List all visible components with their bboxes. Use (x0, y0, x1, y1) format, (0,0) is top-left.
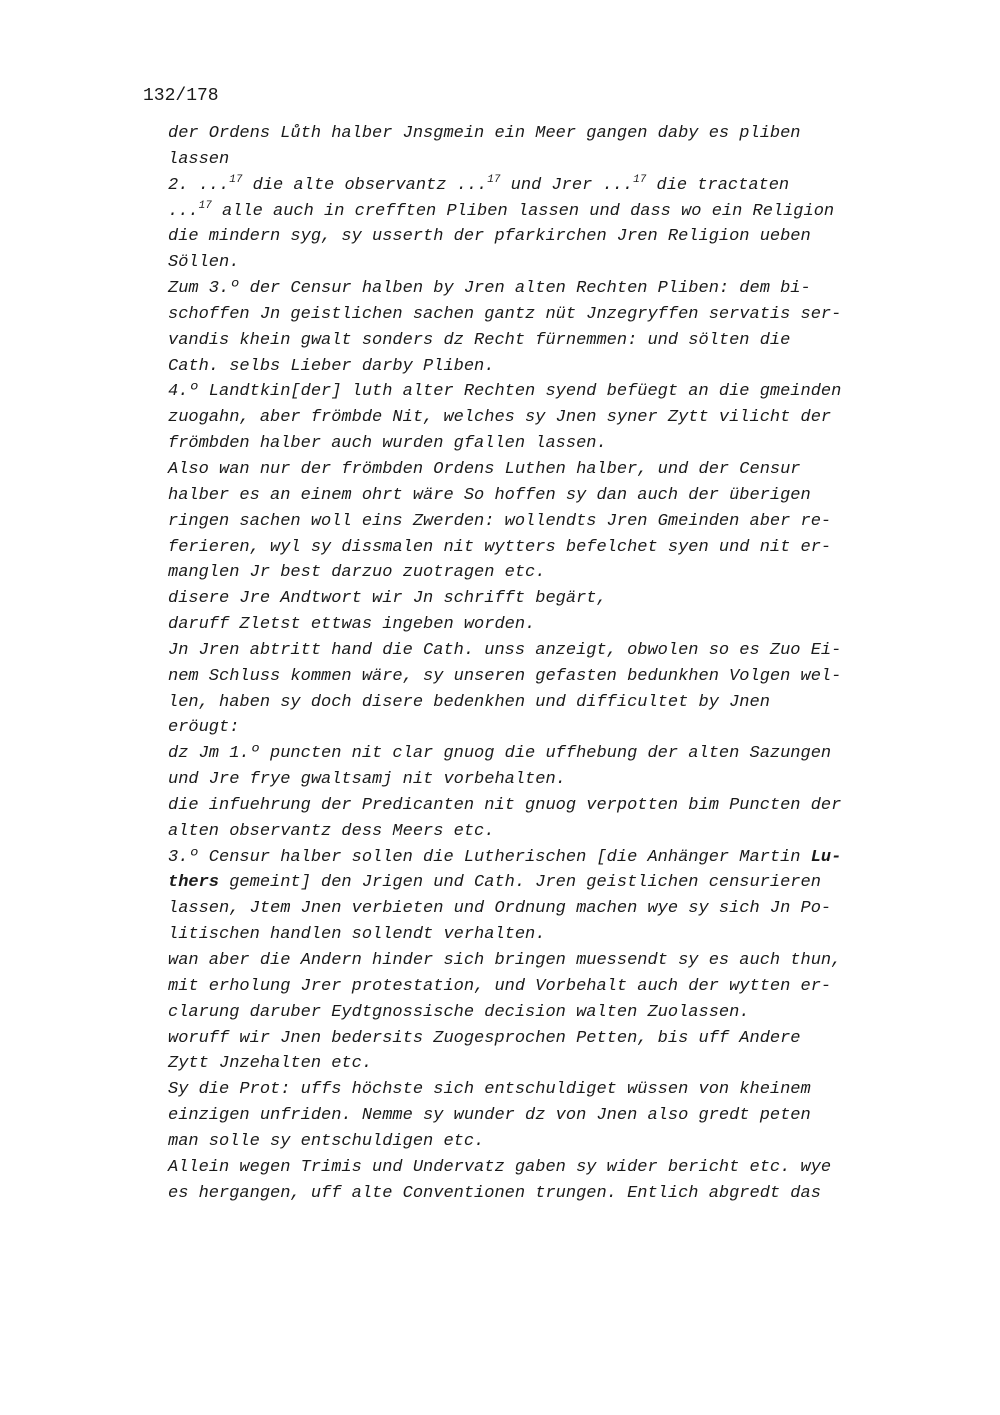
text-segment: die alte observantz ... (242, 175, 488, 195)
text-line (168, 509, 928, 535)
text-segment: die mindern syg, sy usserth der pfarkirchen Jren Religion ueben (168, 227, 811, 247)
text-line (168, 1181, 928, 1207)
text-line (168, 1051, 928, 1077)
text-line (168, 405, 928, 431)
text-segment: Jn Jren abtritt hand die Cath. unss anzeigt, obwolen so es Zuo Ei- (168, 640, 842, 660)
footnote-ref: 17 (229, 173, 243, 186)
text-line (168, 199, 928, 225)
text-segment: schoffen Jn geistlichen sachen gantz nüt Jnzegryffen servatis ser- (168, 304, 842, 324)
footnote-ref: 17 (633, 173, 647, 186)
text-line (168, 690, 928, 716)
document-body (168, 121, 928, 1206)
text-segment: 2. ... (168, 175, 230, 195)
text-segment: die infuehrung der Predicanten nit gnuog verpotten bim Puncten der (168, 795, 842, 815)
text-line (168, 922, 928, 948)
text-segment: es hergangen, uff alte Conventionen trungen. Entlich abgredt das (168, 1183, 821, 1203)
text-line (168, 715, 928, 741)
text-segment: Zum 3.º der Censur halben by Jren alten Rechten Pliben: dem bi- (168, 279, 811, 299)
text-segment: Allein wegen Trimis und Undervatz gaben sy wider bericht etc. wye (168, 1157, 832, 1177)
text-line (168, 1026, 928, 1052)
text-segment: lassen, Jtem Jnen verbieten und Ordnung machen wye sy sich Jn Po- (168, 899, 832, 919)
text-line (168, 250, 928, 276)
text-segment: 3.º Censur halber sollen die Lutherischen [die Anhänger Martin (168, 847, 811, 867)
text-segment: len, haben sy doch disere bedenkhen und difficultet by Jnen (168, 692, 770, 712)
text-segment: disere Jre Andtwort wir Jn schrifft begärt, (168, 589, 607, 609)
text-segment: vandis khein gwalt sonders dz Recht fürnemmen: und sölten die (168, 330, 791, 350)
text-segment: dz Jm 1.º puncten nit clar gnuog die uffhebung der alten Sazungen (168, 744, 832, 764)
text-segment: 4.º Landtkin[der] luth alter Rechten syend befüegt an die gmeinden (168, 382, 842, 402)
text-segment: Zytt Jnzehalten etc. (168, 1054, 373, 1074)
text-segment: ferieren, wyl sy dissmalen nit wytters befelchet syen und nit er- (168, 537, 832, 557)
text-segment: lassen (168, 149, 230, 169)
text-line (168, 1103, 928, 1129)
text-line (168, 793, 928, 819)
text-line (168, 147, 928, 173)
text-line (168, 586, 928, 612)
text-segment: zuogahn, aber frömbde Nit, welches sy Jnen syner Zytt vilicht der (168, 408, 832, 428)
bold-text: thers (168, 873, 220, 893)
text-segment: und Jrer ... (500, 175, 634, 195)
text-line (168, 535, 928, 561)
page-number: 132/178 (143, 86, 219, 106)
text-line (168, 483, 928, 509)
text-segment: Sy die Prot: uffs höchste sich entschuldiget wüssen von kheinem (168, 1080, 811, 1100)
text-line (168, 1077, 928, 1103)
text-line (168, 845, 928, 871)
text-segment: und Jre frye gwaltsamj nit vorbehalten. (168, 770, 566, 790)
text-segment: eröugt: (168, 718, 240, 738)
text-segment: daruff Zletst ettwas ingeben worden. (168, 615, 536, 635)
footnote-ref: 17 (198, 199, 212, 212)
text-segment: halber es an einem ohrt wäre So hoffen sy dan auch der überigen (168, 485, 811, 505)
text-segment: litischen handlen sollendt verhalten. (168, 925, 546, 945)
text-line (168, 431, 928, 457)
text-segment: nem Schluss kommen wäre, sy unseren gefasten bedunkhen Volgen wel- (168, 666, 842, 686)
text-line (168, 328, 928, 354)
text-segment: Also wan nur der frömbden Ordens Luthen halber, und der Censur (168, 459, 801, 479)
text-segment: gemeint] den Jrigen und Cath. Jren geistlichen censurieren (219, 873, 821, 893)
text-line (168, 870, 928, 896)
text-segment: der Ordens Lůth halber Jnsgmein ein Meer gangen daby es pliben (168, 124, 801, 143)
text-line (168, 664, 928, 690)
text-segment: Söllen. (168, 253, 240, 273)
text-segment: ... (168, 201, 199, 221)
text-line (168, 302, 928, 328)
text-line (168, 767, 928, 793)
text-line (168, 354, 928, 380)
text-line (168, 948, 928, 974)
text-segment: alten observantz dess Meers etc. (168, 821, 495, 841)
text-segment: mit erholung Jrer protestation, und Vorbehalt auch der wytten er- (168, 976, 832, 996)
text-line (168, 1129, 928, 1155)
text-segment: frömbden halber auch wurden gfallen lassen. (168, 434, 607, 454)
text-segment: Cath. selbs Lieber darby Pliben. (168, 356, 495, 376)
text-line (168, 638, 928, 664)
text-segment: man solle sy entschuldigen etc. (168, 1131, 485, 1151)
text-line (168, 896, 928, 922)
text-line (168, 741, 928, 767)
text-segment: wan aber die Andern hinder sich bringen muessendt sy es auch thun, (168, 951, 842, 970)
text-line (168, 173, 928, 199)
text-segment: manglen Jr best darzuo zuotragen etc. (168, 563, 546, 583)
footnote-ref: 17 (487, 173, 501, 186)
text-line (168, 457, 928, 483)
text-segment: ringen sachen woll eins Zwerden: wollendts Jren Gmeinden aber re- (168, 511, 832, 531)
text-line (168, 276, 928, 302)
bold-text: Lu- (810, 847, 842, 867)
text-line (168, 974, 928, 1000)
text-line (168, 612, 928, 638)
text-line (168, 1000, 928, 1026)
text-line (168, 121, 928, 147)
text-segment: alle auch in crefften Pliben lassen und dass wo ein Religion (211, 201, 835, 221)
text-line (168, 1155, 928, 1181)
text-segment: die tractaten (646, 175, 790, 195)
text-line (168, 560, 928, 586)
text-segment: woruff wir Jnen bedersits Zuogesprochen Petten, bis uff Andere (168, 1028, 801, 1048)
text-line (168, 379, 928, 405)
text-segment: einzigen unfriden. Nemme sy wunder dz von Jnen also gredt peten (168, 1106, 811, 1126)
text-line (168, 224, 928, 250)
text-line (168, 819, 928, 845)
text-segment: clarung daruber Eydtgnossische decision walten Zuolassen. (168, 1002, 750, 1022)
